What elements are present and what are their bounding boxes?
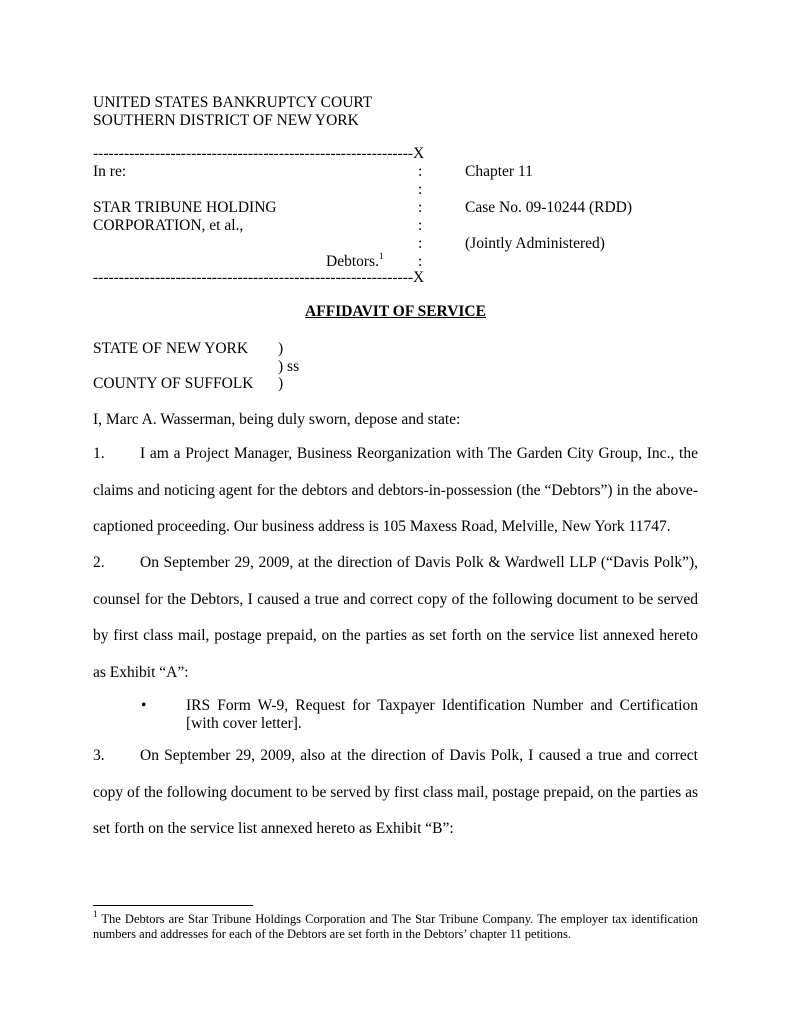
caption-colon: :: [418, 217, 423, 234]
caption-separator-bottom: --------------------------------------------------------------X: [93, 269, 425, 286]
court-heading: [93, 94, 372, 130]
case-number: Case No. 09-10244 (RDD): [465, 199, 633, 216]
caption-colon: :: [418, 199, 423, 216]
debtors-label-text: Debtors.: [326, 253, 379, 270]
in-re-label: In re:: [93, 163, 127, 180]
court-district: SOUTHERN DISTRICT OF NEW YORK: [93, 112, 359, 129]
jointly-administered: (Jointly Administered): [465, 235, 605, 252]
bullet-marker: •: [141, 697, 147, 714]
chapter-label: Chapter 11: [465, 163, 533, 180]
venue-paren: ): [278, 340, 284, 357]
footnote-marker: 1: [93, 908, 98, 919]
caption-colon: :: [418, 163, 423, 180]
paragraph-text: On September 29, 2009, also at the direction of Davis Polk, I caused a true and correct copy of the following document to be served by first class mail, postage prepaid, on the parties as set forth on the service list annexed hereto as Exhibit “B”:: [93, 747, 698, 837]
paragraph-3: [93, 738, 698, 848]
venue-county: COUNTY OF SUFFOLK: [93, 375, 254, 392]
caption-colon: :: [418, 235, 423, 252]
caption-separator-top: --------------------------------------------------------------X: [93, 145, 425, 162]
venue-state: STATE OF NEW YORK: [93, 340, 249, 357]
paragraph-text: I am a Project Manager, Business Reorganization with The Garden City Group, Inc., the claims and noticing agent for the debtors and debtors-in-possession (the “Debtors”) in the above-captioned proceeding. Our business address is 105 Maxess Road, Melville, New York 11747.: [93, 445, 698, 535]
debtor-name-line1: STAR TRIBUNE HOLDING: [93, 199, 277, 216]
footnote-ref: 1: [378, 250, 384, 261]
paragraph-number: 2.: [93, 554, 105, 571]
debtor-name-line2: CORPORATION, et al.,: [93, 217, 244, 234]
footnote: [93, 908, 698, 942]
footnote-rule: [93, 905, 253, 906]
caption-colon: :: [418, 253, 423, 270]
venue-ss: ) ss: [278, 358, 300, 375]
intro-statement: I, Marc A. Wasserman, being duly sworn, depose and state:: [93, 411, 461, 428]
document-title: AFFIDAVIT OF SERVICE: [305, 303, 486, 320]
court-name: UNITED STATES BANKRUPTCY COURT: [93, 94, 373, 111]
venue-paren: ): [278, 375, 284, 392]
paragraph-number: 1.: [93, 445, 105, 462]
paragraph-text: On September 29, 2009, at the direction of Davis Polk & Wardwell LLP (“Davis Polk”), counsel for the Debtors, I caused a true and correct copy of the following document to be served by first class mail, postage prepaid, on the parties as set forth on the service list annexed hereto as Exhibit “A”:: [93, 554, 698, 681]
bullet-item-text: IRS Form W-9, Request for Taxpayer Identification Number and Certification [with cover letter].: [186, 697, 698, 732]
paragraph-number: 3.: [93, 747, 105, 764]
paragraph-1: [93, 436, 698, 546]
footnote-text: The Debtors are Star Tribune Holdings Corporation and The Star Tribune Company. The employer tax identification numbers and addresses for each of the Debtors are set forth in the Debtors’ chapter 11 petitions.: [93, 912, 698, 941]
caption-colon: :: [418, 181, 423, 198]
paragraph-2: [93, 545, 698, 691]
